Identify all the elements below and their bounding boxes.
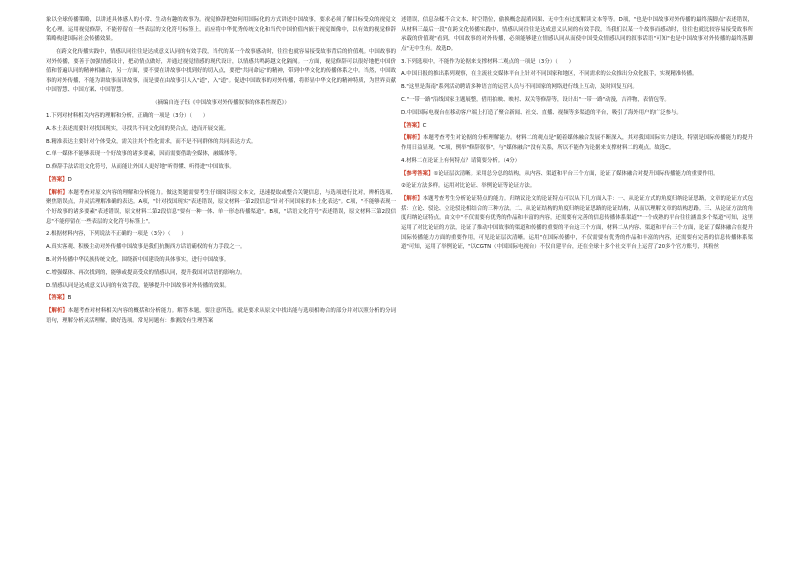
- q2-answer: [46, 294, 396, 304]
- analysis-text: 本题考查考生分析论证特点的能力。归纳议论文的论证特点可以从下几方面入手：一、从论证方式的角度归纳论证思路，文章的论证方式包括：立论、驳论、立论驳论相结合的三种方法。二、从论证结构的角度归纳论证思路的论证结构，从而以理解文章的结构思路。三、从论证方法的角度归纳论证特点。由文中"不仅需要有优秀的作品和丰富的内容，还需要有完善的信息传播体系渠道""一个成熟的平台往往涵盖多个渠道"可知，这里运用了对比论证的方法，论证了推动中国故事的渠道和传播的重要的平台这三个方面，材料二从内容、渠道和平台三个方面，论证了媒体融合在提升国际传播能力方面的重要作用，可见论证层次清晰。运用"在国际传播中，不仅需要有优秀的作品和丰富的内容，还需要有完善的信息传播体系渠道"可知，运用了举例论证，"以CGTN（中国国际电视台）不仅自建平台，还在全球十多个社交平台上运营了20多个官方账号，其粉丝: [401, 196, 753, 251]
- q2-option-c: C.增强媒体、再次找到的，能够或提高受众的情感认同，提升我国对话语的影响力。: [46, 269, 246, 276]
- q3-option-b: B."这里是海南"系列活动聘请多种语言的运营人员与不同国家的网络进行线上互动，及时回复互问。: [401, 84, 638, 91]
- answer-point-text: ①论证层次清晰。采用总分总的结构，从内容、渠道和平台三个方面，论证了媒体融合对提升国际传播能力的重要作用。: [433, 170, 719, 177]
- passage-end: 象以全球传播策略，以讲述具体感人的小常、生动有趣的故事为。视觉修辞把如何用国际化的方式讲述中国故事，要求必须了解目标受众的视觉文化心理。运用视觉修辞，不能停留在一些表层的文化符号标签上，而应将中华优秀传统文化和当代中国价值内嵌于视觉图像中，以有效的视觉修辞策略构建国际社会传播效果。: [46, 17, 396, 43]
- q2-analysis-continued: 述错误，信息杂糅不合文本、时空错位，偷换概念混淆因果、无中生有过度解读文本等等。D项，"也是中国故事对外传播的最终落脚点"表述错误，从材料三最后一段"在跨文化传播实践中，情感认同往往是达成意义认同的有效手段，当我们以某一个故事而感动时，往往也就比较容易接受故事所承载的价值观"看到，中国故事的对外传播，必须能够建立情感认同从而使中国受众情感认同的叙事话语"可知"也是中国故事对外传播的最终落脚点"无中生有。故选D。: [401, 17, 753, 52]
- q1-option-b: B.精准表达主要针对个体受众，需关注其个性化需求，而不是不同群体的共同表达方式。: [46, 138, 257, 145]
- answer-label: 【答案】: [401, 122, 423, 129]
- analysis-label: 【解析】: [46, 189, 68, 196]
- right-column: [401, 16, 753, 256]
- analysis-text: 本题考查考生对论据的分析理解能力。材料二的观点是"随着媒体融合发展不断深入，其对我国国际实力建设，特别是国际传播能力的提升作用日益显现。"C项，例举"修辞叙事"，与"媒体融合"没有关系，所以不能作为论据来支撑材料二的观点。故选C。: [401, 135, 753, 152]
- q2-analysis: [46, 307, 396, 326]
- answer-value: C: [422, 122, 427, 129]
- analysis-label: 【解析】: [46, 308, 68, 315]
- reference-answer-label: 【参考答案】: [401, 170, 434, 177]
- q3-option-a: A.中国日报的推出系列观察，在主流社交媒体平台上针对不同国家和地区，不同需求的公众推出分众化报手，实现精准传播。: [401, 71, 698, 78]
- analysis-label: 【解析】: [401, 196, 423, 203]
- q1-option-d: D.修辞手法话语文化符号，从而能让外国人更好地"听得懂、听得进"中国故事。: [46, 164, 235, 171]
- q3-answer: [401, 122, 753, 132]
- answer-label: 【答案】: [46, 177, 68, 184]
- q4-analysis: [401, 195, 753, 253]
- passage-paragraph: 在跨文化传播实践中，情感认同往往是达成意义认同的有效手段，当代的某一个故事感动时，往往也就容易接受故事背后的价值观。中国故事的对外传播，要善于加强情感设计，把动情点做好，并通过视觉情感的现代设计，以情感共鸣跨越文化隔阂。一方面，视觉修辞可以很好地把中国价值和普遍认同的精神相融合，另一方面，要不要在讲故事中找到好的切入点，要把"共同命运"的精神，带到中华文化的传播体系之中。当然，中国故事的对外传播，不能为讲故事而讲故事，而是要在由故事引人入"道"，入"道"。促进中国故事的对外传播，将彰显中华文化的精神特质，为世界贡献中国智慧、中国方案、中国智慧。: [46, 49, 396, 94]
- answer-value: B: [67, 295, 72, 302]
- q1-option-a: A.本土表述需要针对找国现实，寻找共不同文化间的契合点，进而开展交流。: [46, 125, 230, 132]
- q2-stem: 2.根据材料内容，下列说法不正确的一项是（3分）（ ）: [46, 231, 187, 238]
- q4-answer-point-2: ②论证方法多样。运用对比论证、举例论证等论证方法。: [401, 183, 536, 190]
- left-column: [46, 16, 396, 330]
- q4-answer-point-1: [401, 170, 753, 180]
- q1-stem: 1.下列对材料相关内容的理解和分析，正确的一项是（3分）（ ）: [46, 113, 209, 120]
- q2-option-a: A.真实客观、积极主动对外传播中国故事是我们抗衡西方话语霸权的有力手段之一。: [46, 244, 246, 251]
- answer-value: D: [67, 177, 72, 184]
- q1-answer: [46, 176, 396, 186]
- q3-stem: 3.下列选项中，不能作为论据来支撑材料二观点的一项是（3分）（ ）: [401, 58, 574, 65]
- q3-analysis: [401, 134, 753, 153]
- q2-option-b: B.对外传播中华民族传统文化，围绕新中国建设的具体事实，进行中国故事。: [46, 257, 230, 264]
- answer-label: 【答案】: [46, 295, 68, 302]
- q1-option-c: C.单一媒体不能够表现一个好故事的诸多要素，因而需要借助全媒体，融媒体等。: [46, 151, 241, 158]
- q1-analysis: [46, 189, 396, 227]
- q2-option-d: D.情感认同是达成意义认同的有效手段，能够提升中国故事对外传播的效果。: [46, 282, 230, 289]
- analysis-text: 本题考查对材料相关内容的概括和分析能力。解答本题，要注意所选，就是要求从原文中找出能与选项相吻合的部分并对以照分析的分词语句，理解分析灵活理解，做好选项。常见问题有：推测没有生理答案: [46, 308, 396, 324]
- analysis-text: 本题考查对原文内容的理解和分析能力。做这类题需要考生仔细阅读原文本文，迅速提取或整合关键信息，与选项进行比对，辨析选项、聚焦错误点，并灵活理解准确的表达。A项，"针对找国现实"表述错误，原文材料一第2段信息"针对不同国家的本土化表达"。C项，"不能够表现一个好故事的诸多要素"表述错误，原文材料二第2段信息"要有一种一体、单一形态传播渠道"。B项，"话语文化符号"表述错误，原文材料三第2段信息"不能停留在一些表层的文化符号标签上"。: [46, 189, 396, 225]
- analysis-label: 【解析】: [401, 135, 423, 142]
- citation: （摘编自连子钰《中国故事对外传播叙事的体系性规范》）: [152, 100, 290, 107]
- q4-stem: 4.材料二在论证上有何特点？请简要分析。（4分）: [401, 157, 521, 164]
- q3-option-d: D.中国国际电视台在移动客户端上打造了聚合新闻、社交、直播、视频等多渠道的平台，吸引了海外用户的广泛参与。: [401, 109, 682, 116]
- q3-option-c: C."一带一路"沿线国家主题展整，借用拍映、映衬、双关等修辞等，设计出"一带一路"动漫，吉祥物，表情包等。: [401, 97, 670, 104]
